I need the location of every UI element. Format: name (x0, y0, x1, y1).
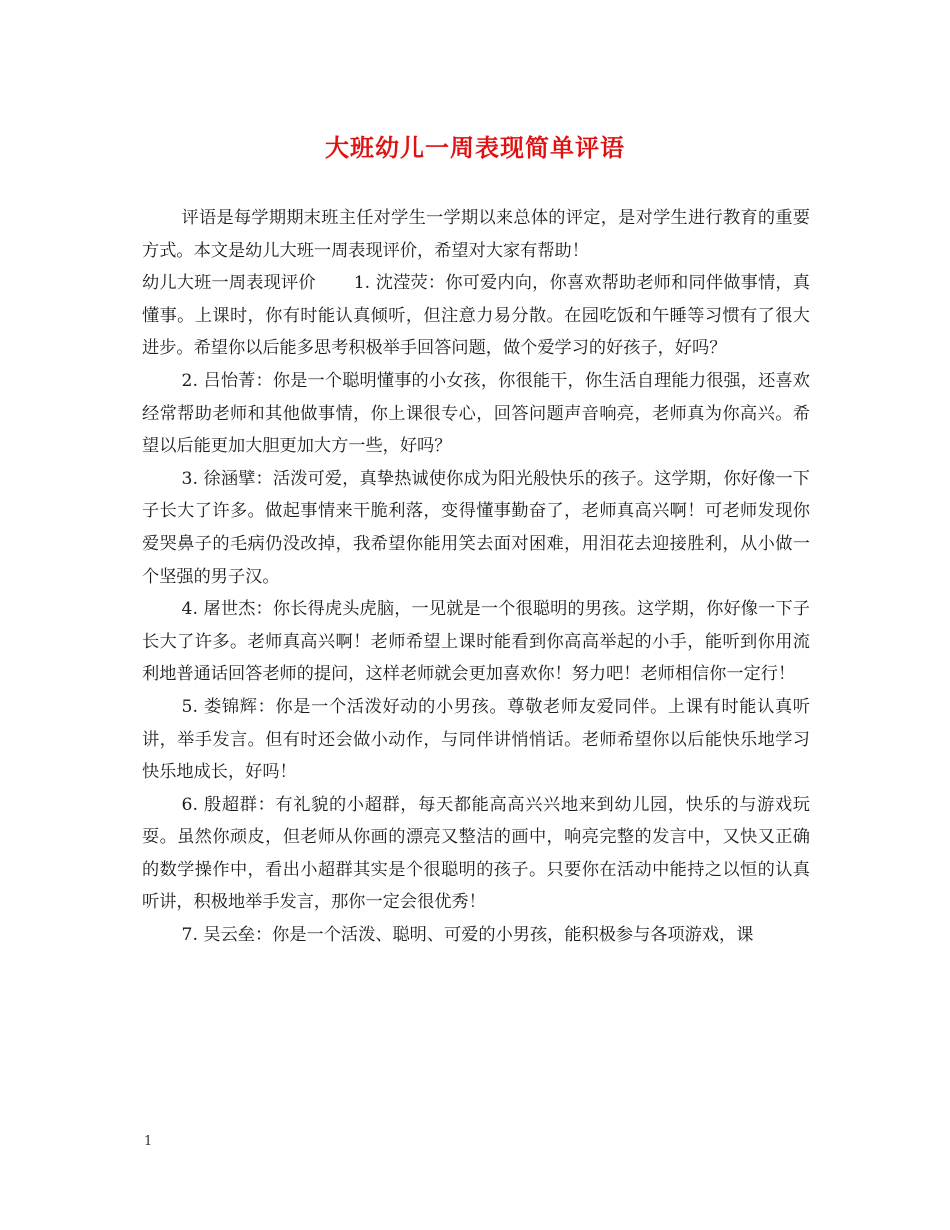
page-number: 1 (144, 1134, 153, 1149)
comment-item-4: 4. 屠世杰：你长得虎头虎脑，一见就是一个很聪明的男孩。这学期，你好像一下子长大了许多。老师真高兴啊！老师希望上课时能看到你高高举起的小手，能听到你用流利地普通话回答老师的提问，这样老师就会更加喜欢你！努力吧！老师相信你一定行！ (142, 599, 810, 685)
comment-item-2: 2. 吕怡菁：你是一个聪明懂事的小女孩，你很能干，你生活自理能力很强，还喜欢经常帮助老师和其他做事情，你上课很专心，回答问题声音响亮，老师真为你高兴。希望以后能更加大胆更加大方一些，好吗？ (142, 370, 810, 457)
document-body (142, 202, 810, 952)
comment-item-1: 1. 沈滢荧：你可爱内向，你喜欢帮助老师和同伴做事情，真懂事。上课时，你有时能认真倾听，但注意力易分散。在园吃饭和午睡等习惯有了很大进步。希望你以后能多思考积极举手回答问题，做个爱学习的好孩子，好吗？ (142, 273, 810, 359)
section-paragraph (142, 267, 810, 365)
comment-item-5: 5. 娄锦辉：你是一个活泼好动的小男孩。尊敬老师友爱同伴。上课有时能认真听讲，举手发言。但有时还会做小动作，与同伴讲悄悄话。老师希望你以后能快乐地学习快乐地成长，好吗！ (142, 696, 810, 783)
intro-paragraph: 评语是每学期期末班主任对学生一学期以来总体的评定，是对学生进行教育的重要方式。本文是幼儿大班一周表现评价，希望对大家有帮助！ (142, 208, 810, 261)
document-title: 大班幼儿一周表现简单评语 (325, 133, 625, 162)
comment-item-6: 6. 殷超群：有礼貌的小超群，每天都能高高兴兴地来到幼儿园，快乐的与游戏玩耍。虽然你顽皮，但老师从你画的漂亮又整洁的画中，响亮完整的发言中，又快又正确的数学操作中，看出小超群其实是个很聪明的孩子。只要你在活动中能持之以恒的认真听讲，积极地举手发言，那你一定会很优秀！ (142, 794, 810, 913)
comment-item-3: 3. 徐涵擘：活泼可爱，真挚热诚使你成为阳光般快乐的孩子。这学期，你好像一下子长大了许多。做起事情来干脆利落，变得懂事勤奋了，老师真高兴啊！可老师发现你爱哭鼻子的毛病仍没改掉，我希望你能用笑去面对困难，用泪花去迎接胜利，从小做一个坚强的男子汉。 (142, 468, 810, 587)
section-heading: 幼儿大班一周表现评价 (142, 273, 316, 294)
comment-item-7: 7. 吴云垒：你是一个活泼、聪明、可爱的小男孩，能积极参与各项游戏，课 (181, 925, 754, 946)
